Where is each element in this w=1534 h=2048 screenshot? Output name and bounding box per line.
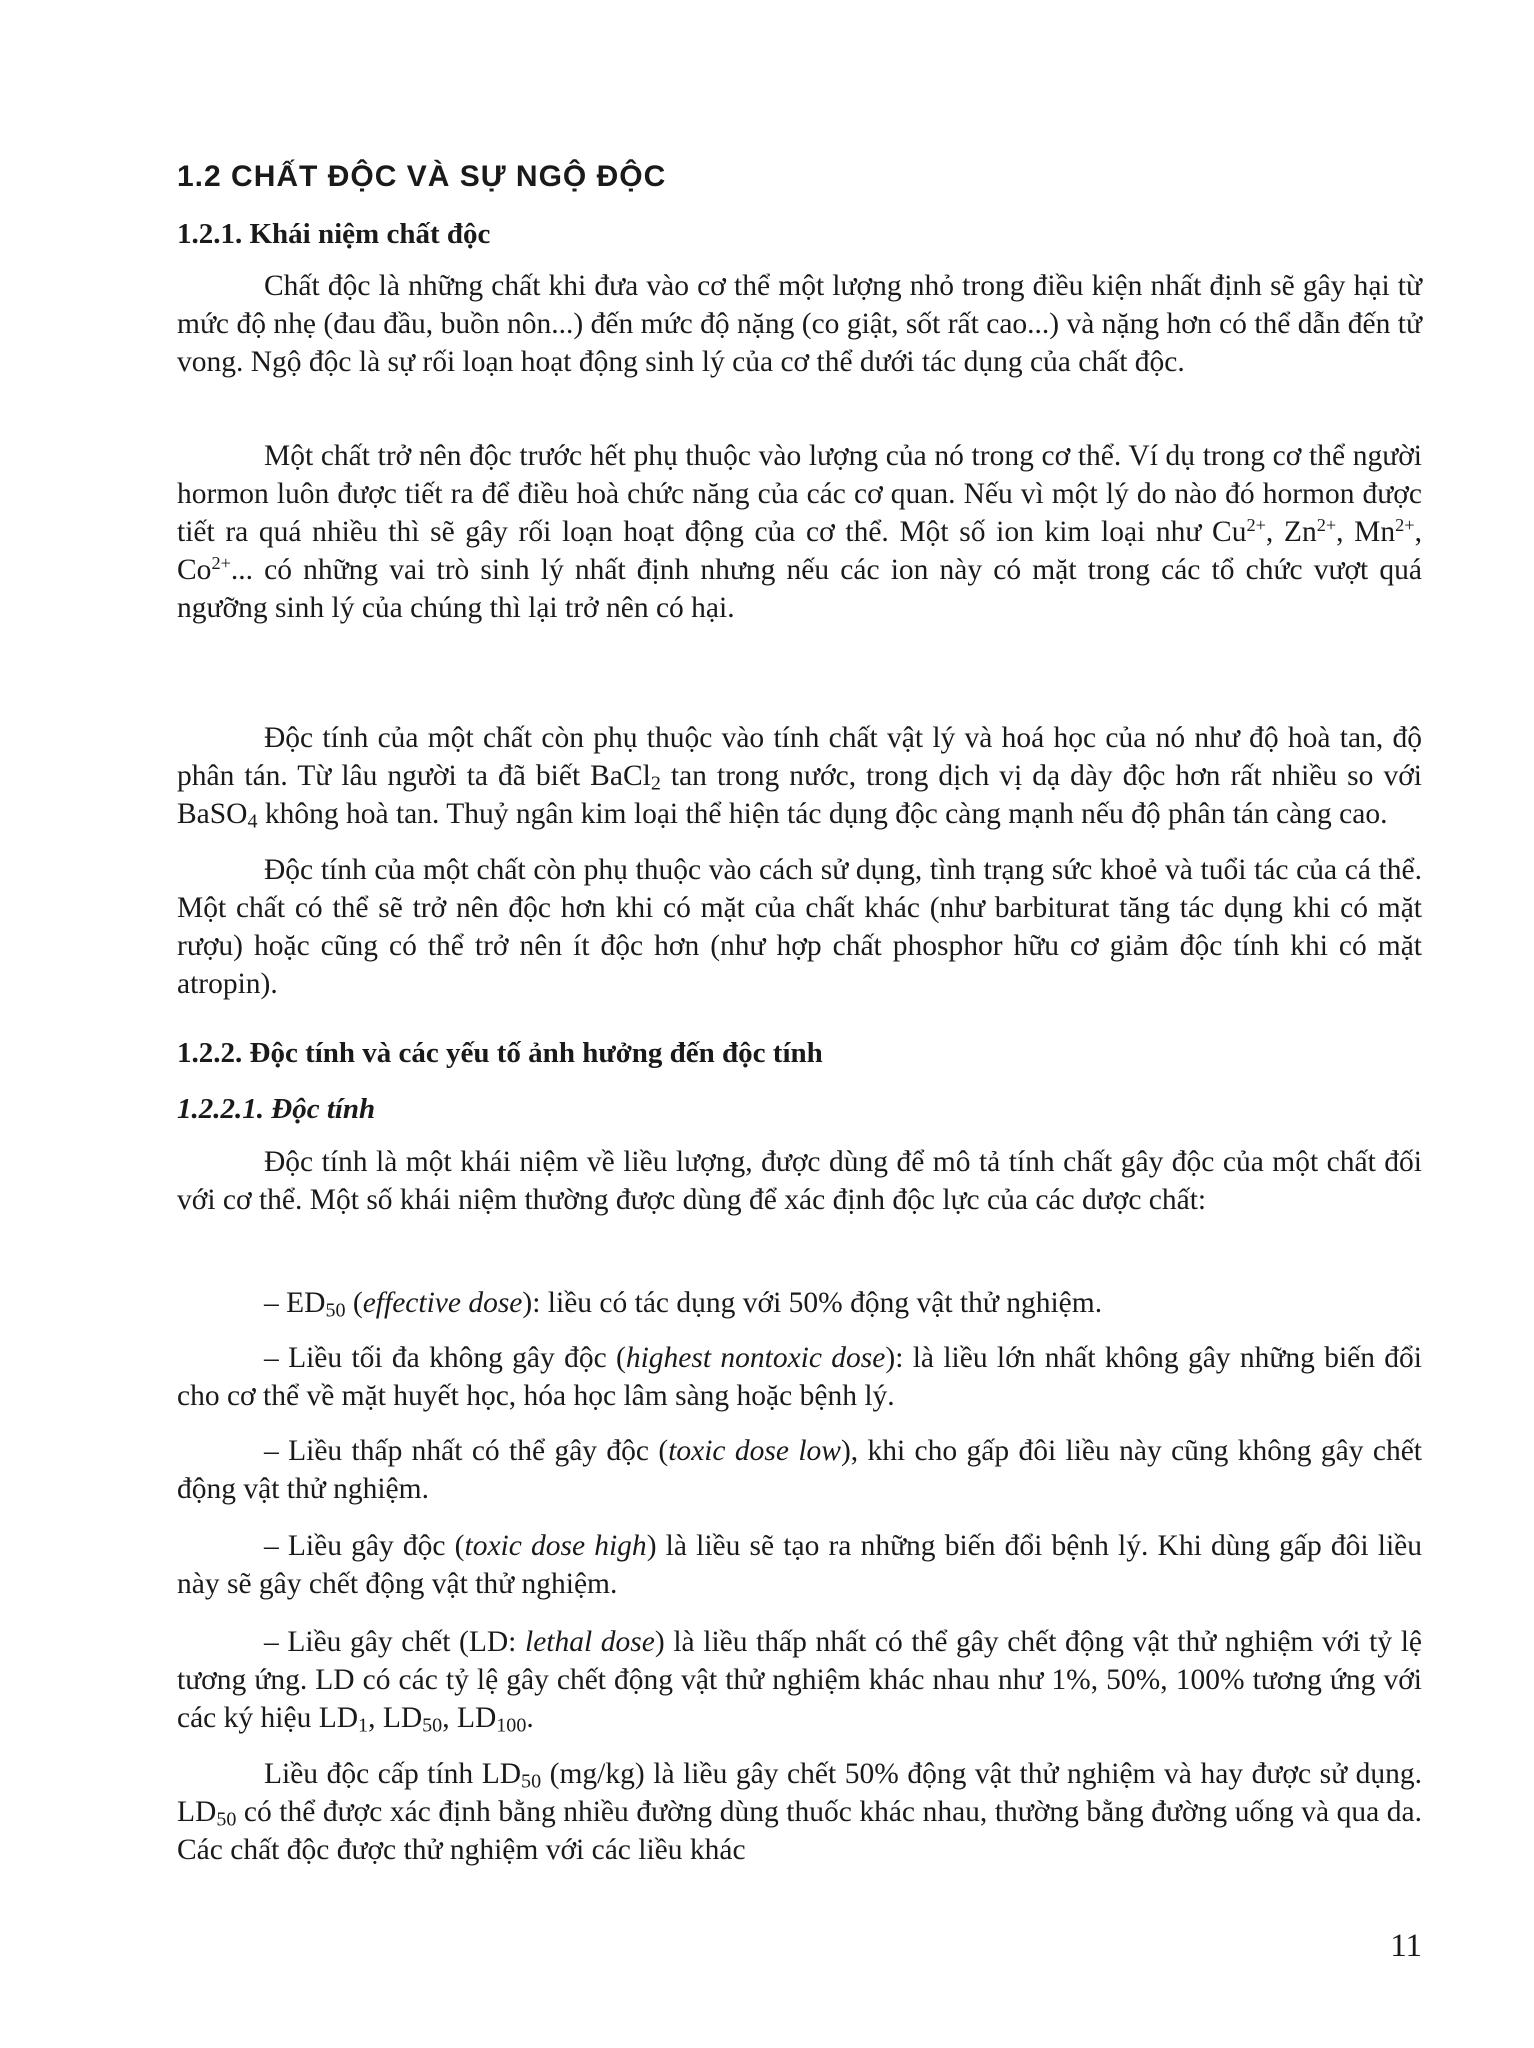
page-number: 11 — [1390, 1928, 1422, 1964]
list-item-toxic-dose-low: – Liều thấp nhất có thể gây độc (toxic dose low), khi cho gấp đôi liều này cũng không gây chết động vật thử nghiệm. — [177, 1435, 1422, 1505]
section-heading: 1.2 CHẤT ĐỘC VÀ SỰ NGỘ ĐỘC — [177, 160, 667, 193]
paragraph-toxicity-concept: Độc tính là một khái niệm về liều lượng, được dùng để mô tả tính chất gây độc của một chất đối với cơ thể. Một số khái niệm thường được dùng để xác định độc lực của các dược chất: — [177, 1146, 1422, 1216]
paragraph-ld50: Liều độc cấp tính $LD_{50}$ (mg/kg) là liều gây chết 50% động vật thử nghiệm và hay được sử dụng. $LD_{50}$ có thể được xác định bằng nhiều đường dùng thuốc khác nhau, thường bằng đường uống và qua da. Các chất độc được thử nghiệm với các liều khác — [177, 1758, 1422, 1866]
list-item-highest-nontoxic-dose: – Liều tối đa không gây độc (highest nontoxic dose): là liều lớn nhất không gây những biến đổi cho cơ thể về mặt huyết học, hóa học lâm sàng hoặc bệnh lý. — [177, 1342, 1423, 1412]
paragraph-usage-health: Độc tính của một chất còn phụ thuộc vào cách sử dụng, tình trạng sức khoẻ và tuổi tác của cá thể. Một chất có thể sẽ trở nên độc hơn khi có mặt của chất khác (như barbiturat tăng tác dụng khi có mặt rượu) hoặc cũng có thể trở nên ít độc hơn (như hợp chất phosphor hữu cơ giảm độc tính khi có mặt atropin). — [177, 854, 1422, 1000]
subsubsection-heading-1-2-2-1: 1.2.2.1. Độc tính — [177, 1093, 376, 1125]
list-item-lethal-dose: – Liều gây chết (LD: lethal dose) là liều thấp nhất có thể gây chết động vật thử nghiệm với tỷ lệ tương ứng. LD có các tỷ lệ gây chết động vật thử nghiệm khác nhau như 1%, 50%, 100% tương ứng với các ký hiệu $LD_1$, $LD_{50}$, $LD_{100}$. — [177, 1626, 1423, 1737]
paragraph-physical-properties: Độc tính của một chất còn phụ thuộc vào tính chất vật lý và hoá học của nó như độ hoà tan, độ phân tán. Từ lâu người ta đã biết BaCl$_2$ tan trong nước, trong dịch vị dạ dày độc hơn rất nhiều so với BaSO$_4$ không hoà tan. Thuỷ ngân kim loại thể hiện tác dụng độc càng mạnh nếu độ phân tán càng cao. — [177, 722, 1422, 833]
subsection-heading-1-2-2: 1.2.2. Độc tính và các yếu tố ảnh hưởng đến độc tính — [177, 1037, 823, 1069]
book-page — [177, 0, 1422, 2048]
list-item-toxic-dose-high: – Liều gây độc (toxic dose high) là liều sẽ tạo ra những biến đổi bệnh lý. Khi dùng gấp đôi liều này sẽ gây chết động vật thử nghiệm. — [177, 1530, 1422, 1600]
paragraph-dose-dependence: Một chất trở nên độc trước hết phụ thuộc vào lượng của nó trong cơ thể. Ví dụ trong cơ thể người hormon luôn được tiết ra để điều hoà chức năng của các cơ quan. Nếu vì một lý do nào đó hormon được tiết ra quá nhiều thì sẽ gây rối loạn hoạt động của cơ thể. Một số ion kim loại như $Cu^{2+}$, $Zn^{2+}$, $Mn^{2+}$, $Co^{2+}$... có những vai trò sinh lý nhất định nhưng nếu các ion này có mặt trong các tổ chức vượt quá ngưỡng sinh lý của chúng thì lại trở nên có hại. — [177, 440, 1422, 624]
list-item-ed50: – $ED_{50}$ (effective dose): liều có tác dụng với 50% động vật thử nghiệm. — [264, 1287, 1103, 1322]
subsection-heading-1-2-1: 1.2.1. Khái niệm chất độc — [177, 218, 491, 250]
paragraph-definition: Chất độc là những chất khi đưa vào cơ thể một lượng nhỏ trong điều kiện nhất định sẽ gây hại từ mức độ nhẹ (đau đầu, buồn nôn...) đến mức độ nặng (co giật, sốt rất cao...) và nặng hơn có thể dẫn đến tử vong. Ngộ độc là sự rối loạn hoạt động sinh lý của cơ thể dưới tác dụng của chất độc. — [177, 270, 1422, 378]
